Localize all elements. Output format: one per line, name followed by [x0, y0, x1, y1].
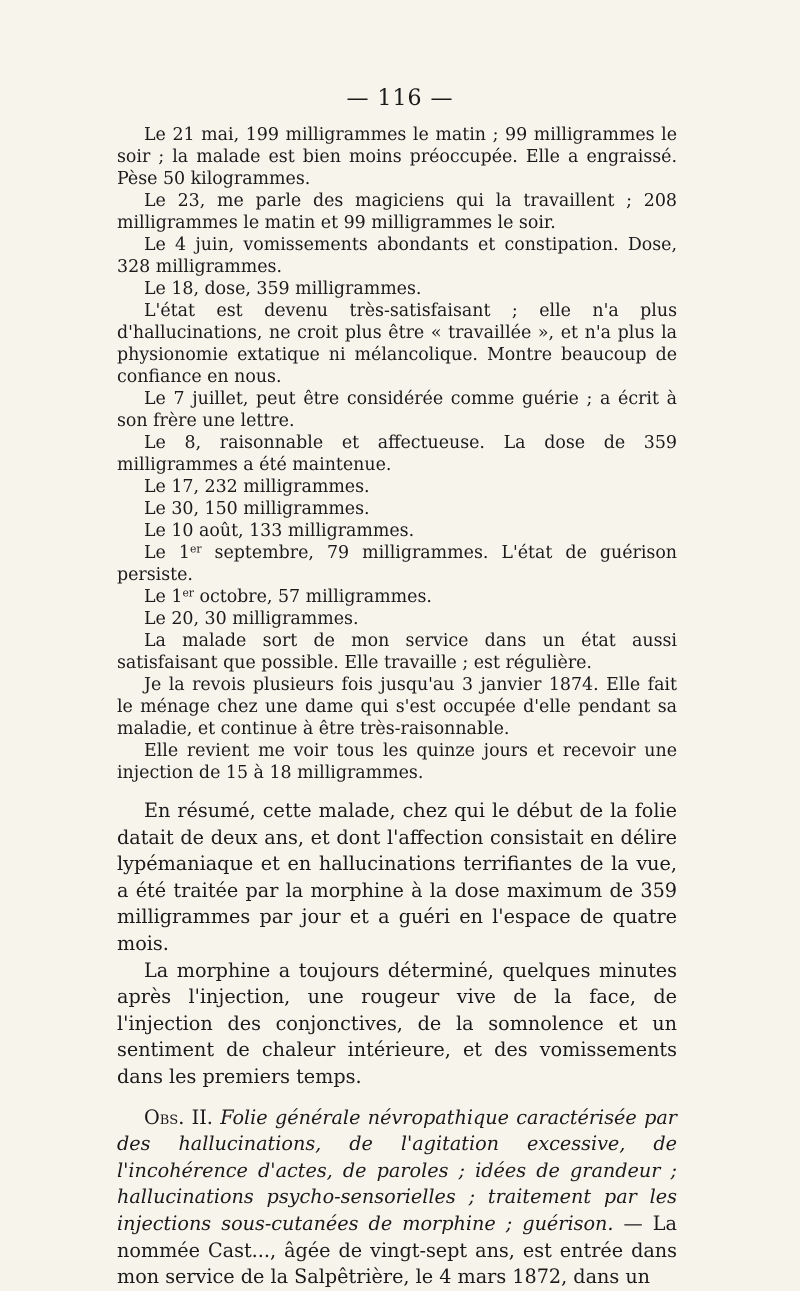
- paragraph: Le 21 mai, 199 milligrammes le matin ; 99 milligrammes le soir ; la malade est bien moins préoccupée. Elle a engraissé. Pèse 50 kilogrammes.: [117, 125, 677, 189]
- section-gap: [117, 784, 677, 798]
- paragraph-october: [117, 586, 677, 608]
- paragraph: Le 8, raisonnable et affectueuse. La dose de 359 milligrammes a été maintenue.: [117, 433, 677, 475]
- paragraph: Le 23, me parle des magiciens qui la travaillent ; 208 milligrammes le matin et 99 milligrammes le soir.: [117, 191, 677, 233]
- observation-title: Folie générale névropathique caractérisée par des hallucinations, de l'agitation excessive, de l'incohérence d'actes, de paroles ; idées de grandeur ; hallucinations psycho-sensorielles ; traitement par les injections sous-cutanées de morphine ; guérison.: [117, 1105, 677, 1235]
- paragraph: Je la revois plusieurs fois jusqu'au 3 janvier 1874. Elle fait le ménage chez une dame qui s'est occupée d'elle pendant sa maladie, et continue à être très-raisonnable.: [117, 675, 677, 739]
- observation-paragraph: [117, 1105, 677, 1291]
- summary-paragraph: La morphine a toujours déterminé, quelques minutes après l'injection, une rougeur vive de la face, de l'injection des conjonctives, de la somnolence et un sentiment de chaleur intérieure, et des vomissements dans les premiers temps.: [117, 958, 677, 1088]
- paragraph: Le 30, 150 milligrammes.: [144, 499, 370, 519]
- ordinal-superscript: er: [189, 542, 202, 556]
- page-body: [117, 124, 677, 1291]
- paragraph: Le 10 août, 133 milligrammes.: [144, 521, 415, 541]
- date-text: septembre, 79 milligrammes. L'état de guérison persiste.: [117, 543, 677, 585]
- date-text: octobre, 57 milligrammes.: [193, 587, 432, 607]
- paragraph-september: [117, 542, 677, 586]
- summary-paragraph: En résumé, cette malade, chez qui le début de la folie datait de deux ans, et dont l'affection consistait en délire lypémaniaque et en hallucinations terrifiantes de la vue, a été traitée par la morphine à la dose maximum de 359 milligrammes par jour et a guéri en l'espace de quatre mois.: [117, 799, 677, 955]
- section-gap: [117, 1091, 677, 1105]
- observation-text: — La nommée Cast..., âgée de vingt-sept ans, est entrée dans mon service de la Salpêtrière, le 4 mars 1872, dans un: [117, 1211, 677, 1289]
- paragraph: Le 4 juin, vomissements abondants et constipation. Dose, 328 milligrammes.: [117, 235, 677, 277]
- paragraph: Elle revient me voir tous les quinze jours et recevoir une injection de 15 à 18 milligrammes.: [117, 741, 677, 783]
- page-number-header: — 116 —: [346, 86, 454, 111]
- summary-section: [117, 798, 677, 1291]
- observation-label: Obs. II.: [144, 1105, 213, 1129]
- paragraph: Le 18, dose, 359 milligrammes.: [144, 279, 422, 299]
- paragraph: Le 20, 30 milligrammes.: [144, 609, 359, 629]
- paragraph: La malade sort de mon service dans un état aussi satisfaisant que possible. Elle travaille ; est régulière.: [117, 631, 677, 673]
- paragraph: Le 17, 232 milligrammes.: [144, 477, 370, 497]
- paragraph: L'état est devenu très-satisfaisant ; elle n'a plus d'hallucinations, ne croit plus être « travaillée », et n'a plus la physionomie extatique ni mélancolique. Montre beaucoup de confiance en nous.: [117, 301, 677, 387]
- date-prefix: Le 1: [144, 543, 190, 563]
- ordinal-superscript: er: [182, 586, 194, 600]
- paragraph: Le 7 juillet, peut être considérée comme guérie ; a écrit à son frère une lettre.: [117, 389, 677, 431]
- date-prefix: Le 1: [144, 587, 183, 607]
